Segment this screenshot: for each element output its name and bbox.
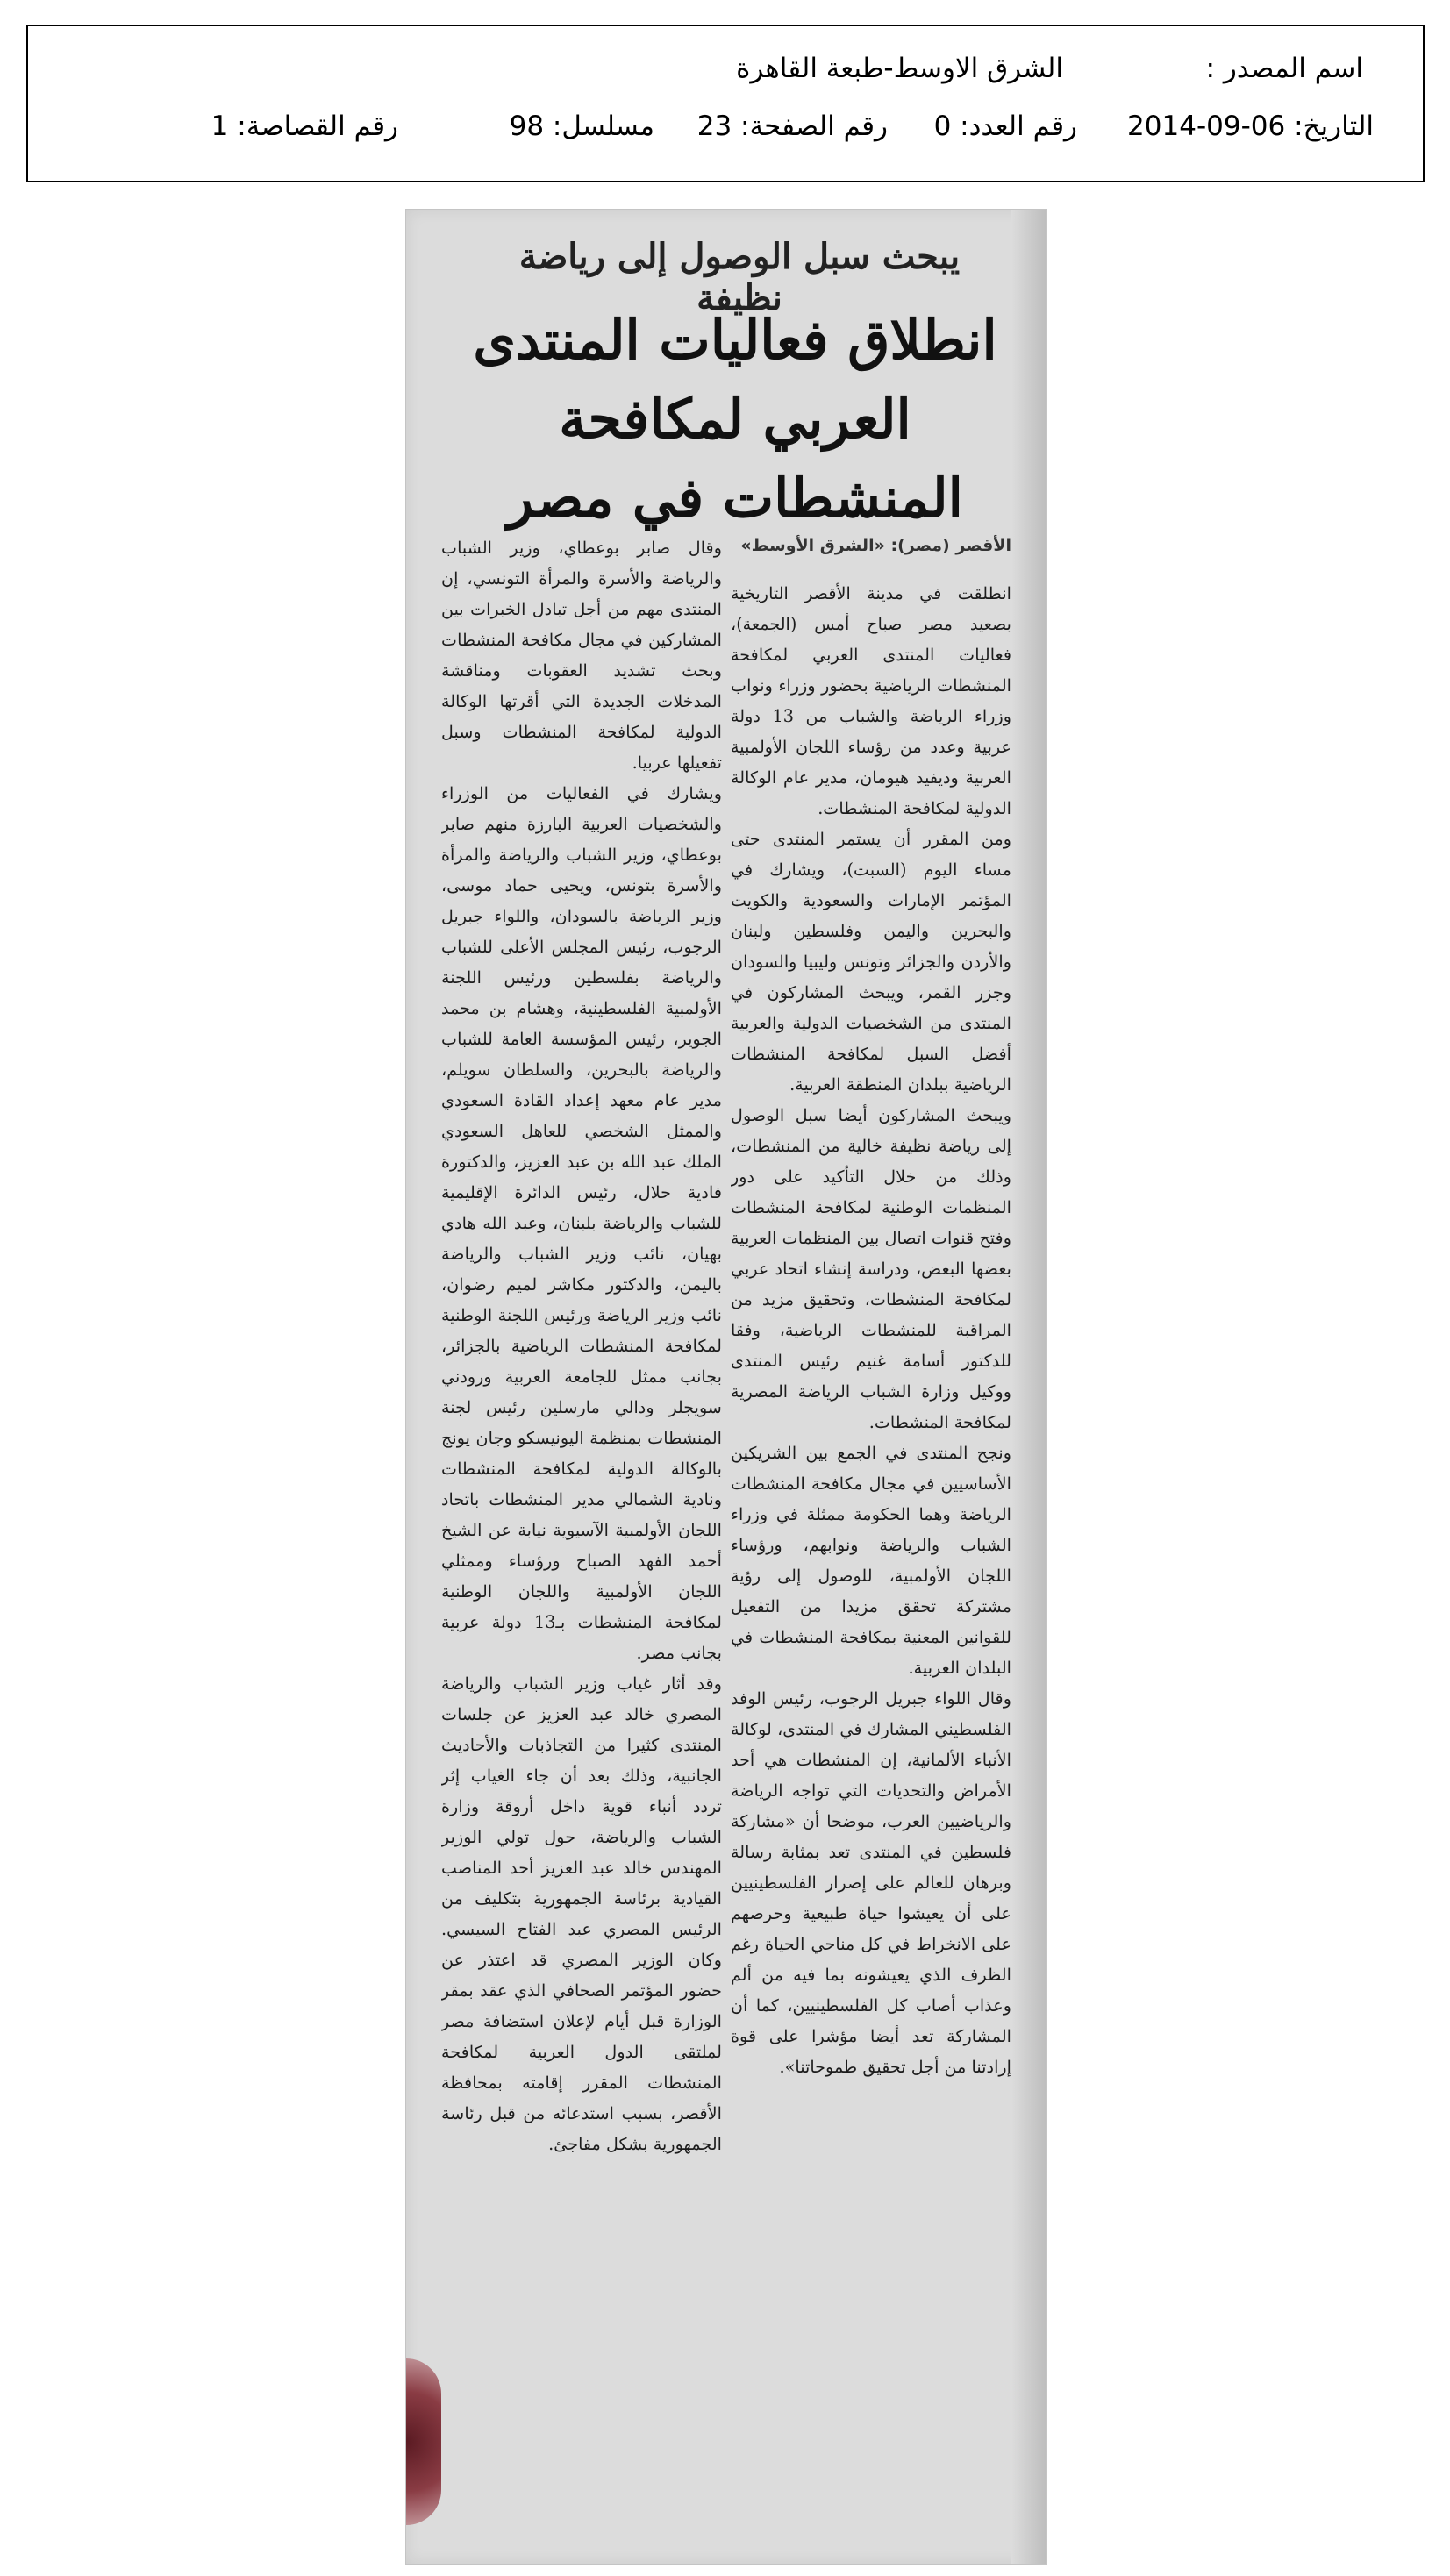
date-field: التاريخ: 06-09-2014 — [1127, 111, 1374, 142]
newspaper-clipping — [405, 209, 1047, 2565]
cropped-photo-edge — [406, 2358, 441, 2525]
source-label: اسم المصدر : — [1205, 53, 1363, 84]
serial-field: مسلسل: 98 — [509, 111, 654, 142]
paper-edge-shadow — [1011, 210, 1046, 2564]
page-number-field: رقم الصفحة: 23 — [696, 111, 888, 142]
issue-number-field: رقم العدد: 0 — [933, 111, 1077, 142]
clipping-info-box — [26, 25, 1425, 182]
article-byline: الأقصر (مصر): «الشرق الأوسط» — [740, 536, 1011, 555]
clip-number-field: رقم القصاصة: 1 — [211, 111, 398, 142]
article-kicker: يبحث سبل الوصول إلى رياضة نظيفة — [518, 236, 961, 318]
source-value: الشرق الاوسط-طبعة القاهرة — [736, 53, 1063, 84]
article-headline: انطلاق فعاليات المنتدى العربي لمكافحة المنشطات في مصر — [473, 308, 997, 530]
article-column-left: وقال صابر بوعطاي، وزير الشباب والرياضة والأسرة والمرأة التونسي، إن المنتدى مهم من أجل تبادل الخبرات بين المشاركين في مجال مكافحة المنشطات وبحث تشديد العقوبات ومناقشة المدخلات الجديدة التي أقرتها الوكالة الدولية لمكافحة المنشطات وسبل تفعيلها عربيا. ويشارك في الفعاليات من الوزراء والشخصيات العربية البارزة منهم صابر بوعطاي، وزير الشباب والرياضة والمرأة والأسرة بتونس، ويحيى حماد موسى، وزير الرياضة بالسودان، واللواء جبريل الرجوب، رئيس المجلس الأعلى للشباب والرياضة بفلسطين ورئيس اللجنة الأولمبية الفلسطينية، وهشام بن محمد الجوير، رئيس المؤسسة العامة للشباب والرياضة بالبحرين، والسلطان سويلم، مدير عام معهد إعداد القادة السعودي والممثل الشخصي للعاهل السعودي الملك عبد الله بن عبد العزيز، والدكتورة فادية حلال، رئيس الدائرة الإقليمية للشباب والرياضة بلبنان، وعبد الله هادي بهيان، نائب وزير الشباب والرياضة باليمن، والدكتور مكاشر لميم رضوان، نائب وزير الرياضة ورئيس اللجنة الوطنية لمكافحة المنشطات الرياضية بالجزائر، بجانب ممثل للجامعة العربية ورودني سويجلر ودالي مارسلين رئيس لجنة المنشطات بمنظمة اليونيسكو وجان يونج بالوكالة الدولية لمكافحة المنشطات ونادية الشمالي مدير المنشطات باتحاد اللجان الأولمبية الآسيوية نيابة عن الشيخ أحمد الفهد الصباح ورؤساء وممثلي اللجان الأولمبية واللجان الوطنية لمكافحة المنشطات بـ13 دولة عربية بجانب مصر. وقد أثار غياب وزير الشباب والرياضة المصري خالد عبد العزيز عن جلسات المنتدى كثيرا من التجاذبات والأحاديث الجانبية، وذلك بعد أن جاء الغياب إثر تردد أنباء قوية داخل أروقة وزارة الشباب والرياضة، حول تولي الوزير المهندس خالد عبد العزيز أحد المناصب القيادية برئاسة الجمهورية بتكليف من الرئيس المصري عبد الفتاح السيسي. وكان الوزير المصري قد اعتذر عن حضور المؤتمر الصحافي الذي عقد بمقر الوزارة قبل أيام لإعلان استضافة مصر لملتقى الدول العربية لمكافحة المنشطات المقرر إقامته بمحافظة الأقصر، بسبب استدعائه من قبل رئاسة الجمهورية بشكل مفاجئ. — [441, 538, 722, 2154]
article-column-right: انطلقت في مدينة الأقصر التاريخية بصعيد مصر صباح أمس (الجمعة)، فعاليات المنتدى العربي لمكافحة المنشطات الرياضية بحضور وزراء ونواب وزراء الرياضة والشباب من 13 دولة عربية وعدد من رؤساء اللجان الأولمبية العربية وديفيد هيومان، مدير عام الوكالة الدولية لمكافحة المنشطات. ومن المقرر أن يستمر المنتدى حتى مساء اليوم (السبت)، ويشارك في المؤتمر الإمارات والسعودية والكويت والبحرين واليمن وفلسطين ولبنان والأردن والجزائر وتونس وليبيا والسودان وجزر القمر، ويبحث المشاركون في المنتدى من الشخصيات الدولية والعربية أفضل السبل لمكافحة المنشطات الرياضية ببلدان المنطقة العربية. ويبحث المشاركون أيضا سبل الوصول إلى رياضة نظيفة خالية من المنشطات، وذلك من خلال التأكيد على دور المنظمات الوطنية لمكافحة المنشطات وفتح قنوات اتصال بين المنظمات العربية بعضها البعض، ودراسة إنشاء اتحاد عربي لمكافحة المنشطات، وتحقيق مزيد من المراقبة للمنشطات الرياضية، وفقا للدكتور أسامة غنيم رئيس المنتدى ووكيل وزارة الشباب الرياضة المصرية لمكافحة المنشطات. ونجح المنتدى في الجمع بين الشريكين الأساسيين في مجال مكافحة المنشطات الرياضة وهما الحكومة ممثلة في وزراء الشباب والرياضة ونوابهم، ورؤساء اللجان الأولمبية، للوصول إلى رؤية مشتركة تحقق مزيدا من التفعيل للقوانين المعنية بمكافحة المنشطات في البلدان العربية. وقال اللواء جبريل الرجوب، رئيس الوفد الفلسطيني المشارك في المنتدى، لوكالة الأنباء الألمانية، إن المنشطات هي أحد الأمراض والتحديات التي تواجه الرياضة والرياضيين العرب، موضحا أن «مشاركة فلسطين في المنتدى تعد بمثابة رسالة وبرهان للعالم على إصرار الفلسطينيين على أن يعيشوا حياة طبيعية وحرصهم على الانخراط في كل مناحي الحياة رغم الظرف الذي يعيشونه بما فيه من ألم وعذاب أصاب كل الفلسطينيين، كما أن المشاركة تعد أيضا مؤشرا على قوة إرادتنا من أجل تحقيق طموحاتنا». — [731, 583, 1011, 2077]
